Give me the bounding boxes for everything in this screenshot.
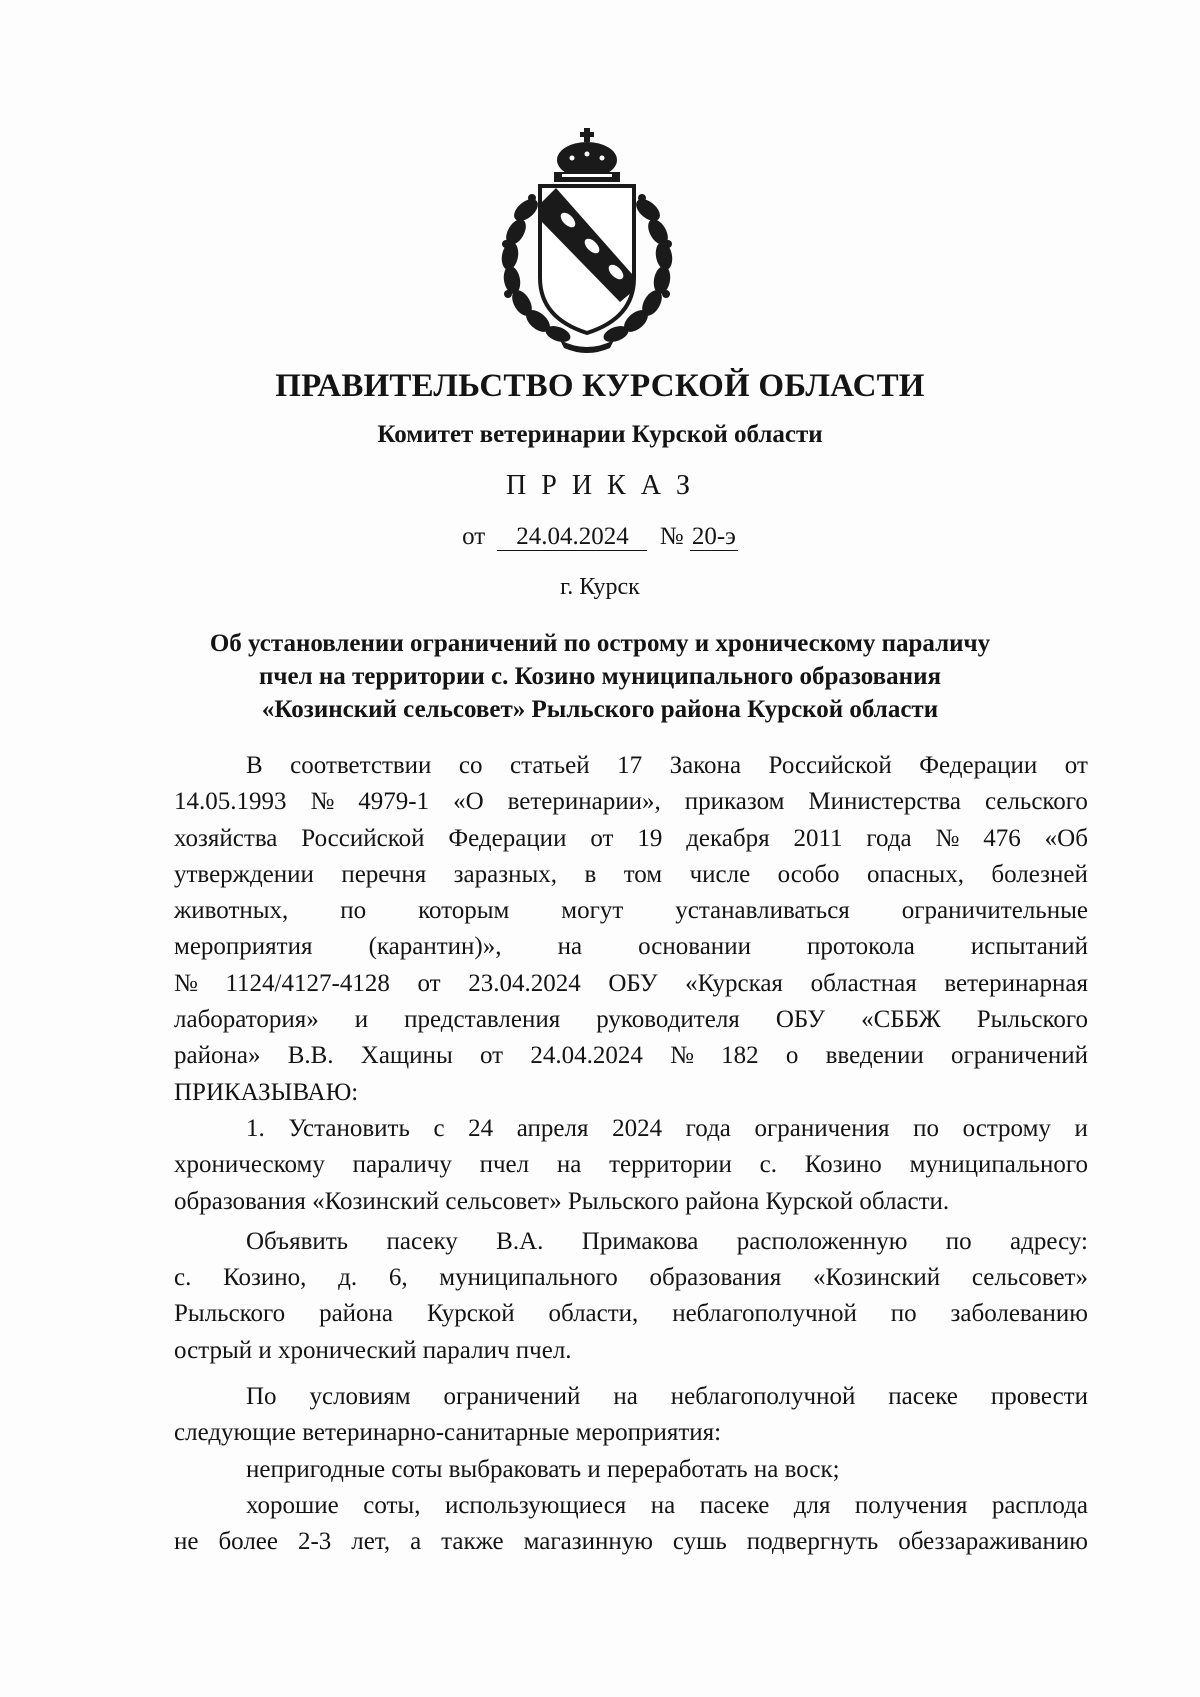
subject-line: «Козинский сельсовет» Рыльского района Курской области xyxy=(261,696,939,723)
subject-line: Об установлении ограничений по острому и хроническому параличу xyxy=(209,630,991,657)
text-line: хорошие соты, использующиеся на пасеке для получения расплода xyxy=(246,1491,1088,1519)
text-line: В соответствии со статьей 17 Закона Российской Федерации от xyxy=(246,752,1088,779)
government-title: ПРАВИТЕЛЬСТВО КУРСКОЙ ОБЛАСТИ xyxy=(275,368,925,404)
kursk-coat-of-arms-icon xyxy=(492,128,682,353)
text-line: № 1124/4127-4128 от 23.04.2024 ОБУ «Курская областная ветеринарная xyxy=(174,969,1088,997)
order-date: 24.04.2024 xyxy=(497,524,647,551)
text-line: животных, по которым могут устанавливаться ограничительные xyxy=(174,897,1088,925)
order-subject xyxy=(150,627,1050,726)
text-line: Рыльского района Курской области, неблагополучной по заболеванию xyxy=(174,1300,1088,1328)
text-line: лаборатория» и представления руководителя ОБУ «СББЖ Рыльского xyxy=(174,1006,1088,1034)
city: г. Курск xyxy=(560,574,640,600)
text-line: Объявить пасеку В.А. Примакова расположенную по адресу: xyxy=(246,1227,1088,1255)
number-prefix: № xyxy=(659,523,684,550)
text-line: острый и хронический паралич пчел. xyxy=(174,1336,572,1364)
text-line: 1. Установить с 24 апреля 2024 года ограничения по острому и xyxy=(246,1114,1088,1142)
declare-paragraph xyxy=(174,1224,1088,1369)
text-line: хозяйства Российской Федерации от 19 декабря 2011 года № 476 «Об xyxy=(174,824,1088,852)
text-line: района» В.В. Хащины от 24.04.2024 № 182 о введении ограничений xyxy=(174,1042,1088,1070)
committee-name: Комитет ветеринарии Курской области xyxy=(377,421,823,448)
text-line: По условиям ограничений на неблагополучной пасеке провести xyxy=(246,1383,1088,1411)
text-line: непригодные соты выбраковать и переработать на воск; xyxy=(246,1455,840,1483)
text-line: с. Козино, д. 6, муниципального образования «Козинский сельсовет» xyxy=(174,1264,1088,1292)
order-body xyxy=(174,748,1088,1561)
text-line: образования «Козинский сельсовет» Рыльского района Курской области. xyxy=(174,1187,950,1215)
text-line: ПРИКАЗЫВАЮ: xyxy=(174,1078,359,1106)
measure-1-paragraph xyxy=(174,1452,1088,1488)
date-prefix: от xyxy=(462,523,486,550)
preamble-paragraph xyxy=(174,748,1088,1111)
document-type: П Р И К А З xyxy=(506,470,694,501)
text-line: мероприятия (карантин)», на основании протокола испытаний xyxy=(174,933,1088,961)
text-line: утверждении перечня заразных, в том числе особо опасных, болезней xyxy=(174,860,1088,888)
subject-line: пчел на территории с. Козино муниципального образования xyxy=(258,663,942,690)
text-line: не более 2-3 лет, а также магазинную сушь подвергнуть обеззараживанию xyxy=(174,1528,1088,1556)
text-line: 14.05.1993 № 4979-1 «О ветеринарии», приказом Министерства сельского xyxy=(174,788,1088,816)
text-line: хроническому параличу пчел на территории с. Козино муниципального xyxy=(174,1151,1088,1179)
text-line: следующие ветеринарно-санитарные мероприятия: xyxy=(174,1419,722,1447)
order-meta xyxy=(0,523,1200,551)
order-number: 20-э xyxy=(691,523,736,550)
item-1-paragraph xyxy=(174,1111,1088,1220)
measure-2-paragraph xyxy=(174,1488,1088,1561)
conditions-paragraph xyxy=(174,1379,1088,1452)
